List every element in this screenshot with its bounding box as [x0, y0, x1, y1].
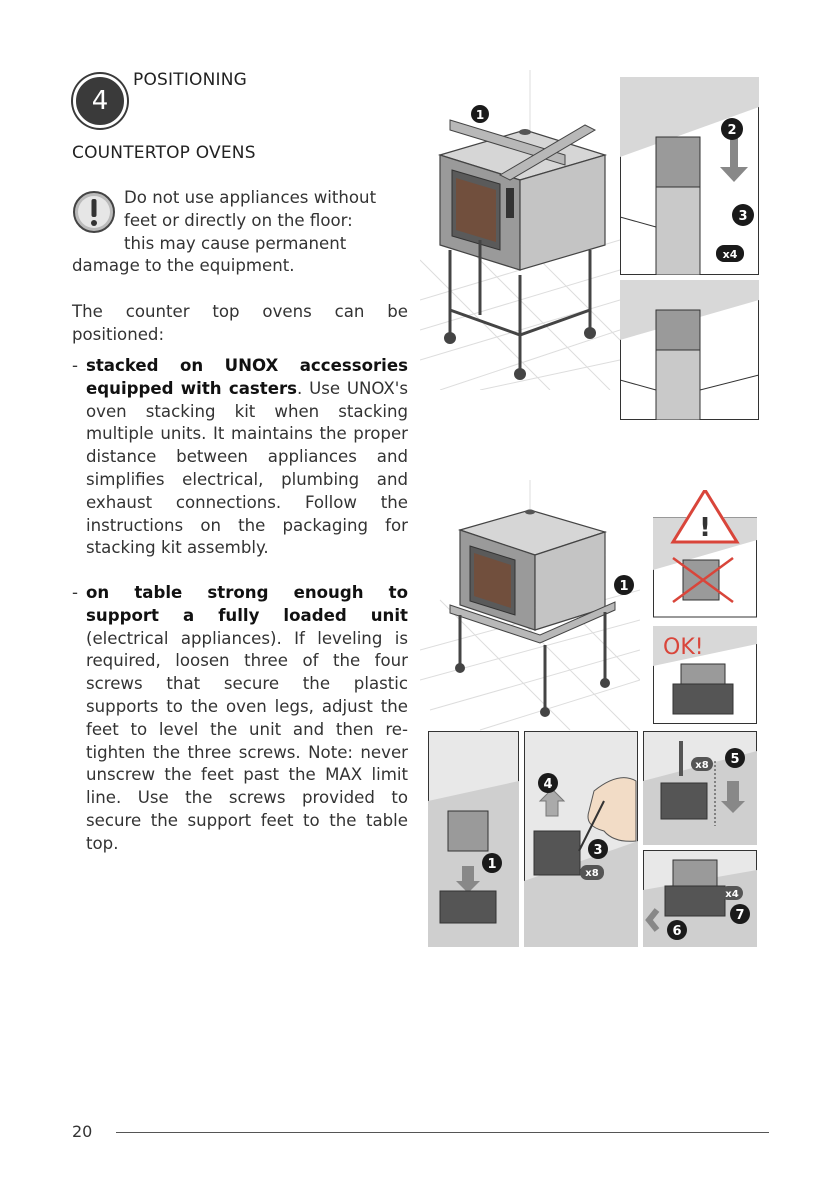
bullet-text: (electrical appliances). If leveling is required, loosen three of the four screws that secure the plastic supports to the oven legs, adjust the feet to level the unit and then re-tighten the three screws. Note: never unscrew the feet past the MAX limit line. Use the screws provided to secure the support feet to the table top. [86, 628, 408, 853]
section-title: POSITIONING [133, 70, 248, 90]
quantity-badge: x8 [695, 760, 709, 771]
quantity-badge: x4 [722, 248, 738, 261]
quantity-badge: x4 [725, 889, 739, 900]
step-panel-fix-foot [643, 850, 757, 947]
foot-detail-panel-1 [620, 77, 759, 275]
callout-3: 3 [738, 209, 748, 224]
warning-line-3: this may cause permanent [124, 233, 347, 253]
callout-5: 5 [730, 752, 740, 767]
bullet-bold-text: on table strong enough to support a fully loaded unit [86, 583, 408, 625]
intro-paragraph: The counter top ovens can be positioned: [72, 302, 408, 344]
page-number: 20 [72, 1122, 93, 1141]
oven-on-table-illustration [420, 480, 640, 740]
quantity-badge: x8 [585, 868, 599, 879]
step-number-badge [73, 74, 127, 128]
callout-1: 1 [475, 108, 485, 122]
callout-4: 4 [543, 777, 553, 792]
warning-symbol: ! [699, 513, 711, 543]
bullet-text: . Use UNOX's oven stacking kit when stacking multiple units. It maintains the proper distance between appliances and simplifies electrical, plumbing and exhaust connections. Follow the instructions on the packaging for stacking kit assembly. [86, 378, 408, 558]
list-item-stacked [72, 355, 408, 560]
step-panel-adjust-foot [524, 731, 638, 947]
oven-on-stand-illustration [420, 70, 620, 390]
warning-line-4: damage to the equipment. [72, 256, 295, 276]
callout-2: 2 [727, 123, 737, 138]
footer-divider [116, 1132, 769, 1133]
foot-detail-panel-2 [620, 280, 759, 420]
callout-6: 6 [672, 924, 682, 939]
section-subtitle: COUNTERTOP OVENS [72, 143, 256, 163]
callout-1: 1 [619, 579, 629, 594]
warning-line-2: feet or directly on the floor: [124, 210, 353, 230]
list-dash: - [72, 356, 78, 375]
step-number: 4 [91, 86, 109, 116]
warning-text [72, 187, 408, 278]
callout-1: 1 [487, 857, 497, 872]
warning-line-1: Do not use appliances without [124, 188, 377, 207]
callout-3: 3 [593, 843, 603, 858]
wrong-position-panel [653, 490, 757, 618]
bullet-bold-text: stacked on UNOX accessories equipped with casters [86, 356, 408, 398]
list-item-table [72, 582, 408, 856]
ok-position-panel [653, 626, 757, 724]
list-dash: - [72, 583, 78, 602]
step-panel-insert-support [428, 731, 519, 947]
ok-label: OK! [663, 635, 704, 660]
callout-7: 7 [735, 908, 745, 923]
step-panel-screw-table [643, 731, 757, 845]
